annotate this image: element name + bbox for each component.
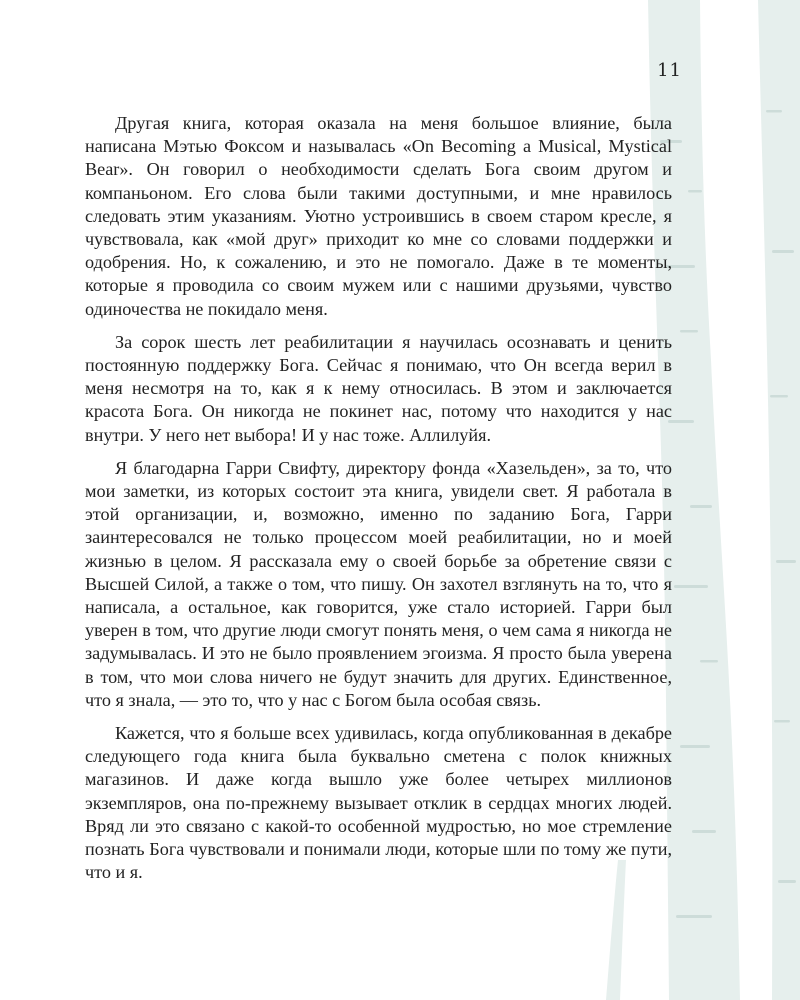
body-text: [85, 112, 672, 895]
paragraph-4: Кажется, что я больше всех удивилась, когда опубликованная в декабре следующего года книга была буквально сметена с полок книжных магазинов. И даже когда вышло уже более четырех миллионов экземпляров, она по-прежнему вызывает отклик в сердцах многих людей. Вряд ли это связано с какой-то особенной мудростью, но мое стремление познать Бога чувствовали и понимали люди, которые шли по тому же пути, что и я.: [85, 723, 672, 883]
page-number: 11: [657, 60, 682, 81]
paragraph-3: Я благодарна Гарри Свифту, директору фонда «Хазельден», за то, что мои заметки, из которых состоит эта книга, увидели свет. Я работала в этой организации, и, возможно, именно по заданию Бога, Гарри заинтересовался не только процессом моей реабилитации, но и моей жизнью в целом. Я рассказала ему о своей борьбе за обретение связи с Высшей Силой, а также о том, что пишу. Он захотел взглянуть на то, что я написала, а остальное, как говорится, уже стало историей. Гарри был уверен в том, что другие люди смогут понять меня, о чем сама я никогда не задумывалась. И это не было проявлением эгоизма. Я просто была уверена в том, что мои слова ничего не будут значить для других. Единственное, что я знала, — это то, что у нас с Богом была особая связь.: [85, 457, 672, 710]
paragraph-1: Другая книга, которая оказала на меня большое влияние, была написана Мэтью Фоксом и называлась «On Becoming a Musical, Mystical Bear». Он говорил о необходимости сделать Бога своим другом и компаньоном. Его слова были такими доступными, и мне нравилось следовать этим указаниям. Уютно устроившись в своем старом кресле, я чувствовала, как «мой друг» приходит ко мне со словами поддержки и одобрения. Но, к сожалению, и это не помогало. Даже в те моменты, которые я проводила со своим мужем или с нашими друзьями, чувство одиночества не покидало меня.: [85, 113, 672, 319]
birch-trunk-right: [758, 0, 800, 1000]
paragraph-2: За сорок шесть лет реабилитации я научилась осознавать и ценить постоянную поддержку Бога. Сейчас я понимаю, что Он всегда верил в меня несмотря на то, как я к нему относилась. В этом и заключается красота Бога. Он никогда не покинет нас, потому что находится у нас внутри. У него нет выбора! И у нас тоже. Аллилуйя.: [85, 331, 672, 445]
